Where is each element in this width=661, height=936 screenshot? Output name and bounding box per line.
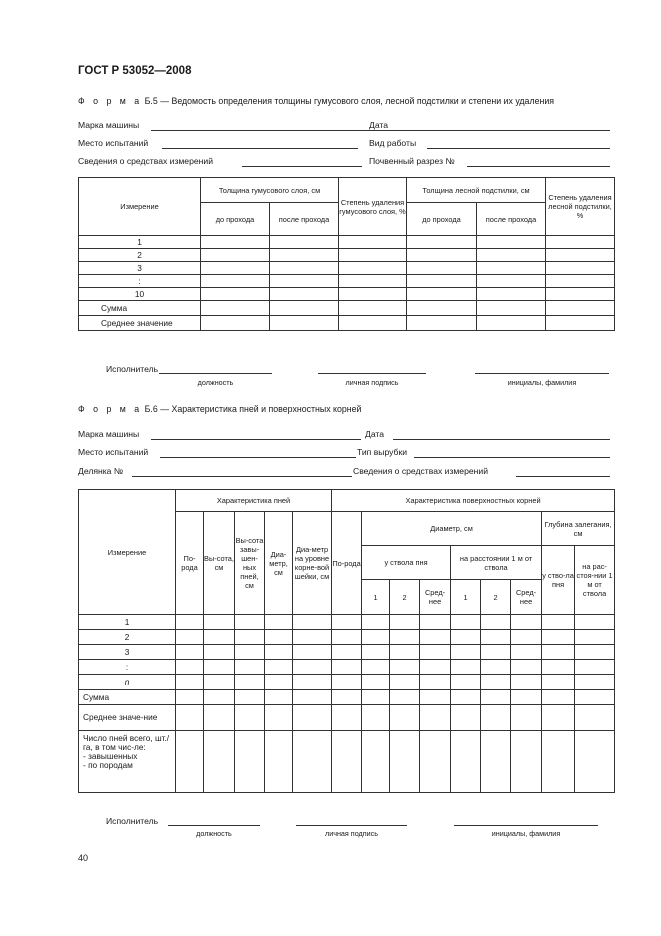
form-b5-row-machine — [78, 120, 610, 132]
field-line-instruments[interactable] — [242, 166, 362, 167]
row-label: 3 — [79, 645, 176, 660]
field-label-machine: Марка машины — [78, 120, 140, 130]
form-b5-title-prefix: Ф о р м а — [78, 96, 143, 106]
col-humus-before: до прохода — [201, 203, 270, 236]
col-group-roots: Характеристика поверхностных корней — [332, 490, 615, 512]
signature-caption: личная подпись — [345, 378, 399, 387]
field-line-plot[interactable] — [132, 476, 352, 477]
form-b5-title — [78, 96, 554, 106]
row-label: n — [79, 675, 176, 690]
col-humus-removal: Степень удаления гумусового слоя, % — [339, 178, 407, 236]
table-row — [79, 262, 615, 275]
row-label-sum: Сумма — [79, 690, 176, 705]
position-line[interactable] — [159, 373, 272, 374]
col-stump-species: По-рода — [176, 512, 204, 615]
table-row-mean — [79, 316, 615, 331]
page-number: 40 — [78, 853, 89, 863]
field-line-place[interactable] — [162, 148, 358, 149]
name-line[interactable] — [475, 373, 609, 374]
position-line-b6[interactable] — [168, 825, 260, 826]
signature-line[interactable] — [318, 373, 426, 374]
table-row-sum — [79, 690, 615, 705]
col-root-at-trunk: у ствола пня — [362, 546, 451, 580]
field-label-work-type: Вид работы — [369, 138, 417, 148]
count-raised-label: - завышенных — [83, 751, 138, 761]
form-b6-row-plot — [78, 466, 610, 478]
table-row-count — [79, 731, 615, 793]
table-row — [79, 275, 615, 288]
field-line-date[interactable] — [393, 439, 610, 440]
table-header-row — [79, 178, 615, 203]
name-caption-b6: инициалы, фамилия — [491, 829, 561, 838]
col-measure: Измерение — [79, 178, 201, 236]
form-b6-title — [78, 404, 361, 414]
row-label: 1 — [79, 615, 176, 630]
col-group-stumps: Характеристика пней — [176, 490, 332, 512]
table-row — [79, 675, 615, 690]
field-line-place[interactable] — [160, 457, 356, 458]
table-row-sum — [79, 301, 615, 316]
col-trunk-2: 2 — [390, 580, 420, 615]
doc-header: ГОСТ Р 53052—2008 — [78, 65, 192, 77]
table-row — [79, 615, 615, 630]
row-label: 2 — [79, 630, 176, 645]
row-label: : — [79, 660, 176, 675]
field-label-instruments: Сведения о средствах измерений — [78, 156, 213, 166]
col-root-depth: Глубина залегания, см — [542, 512, 615, 546]
col-measure: Измерение — [79, 490, 176, 615]
form-b6-row-place — [78, 447, 610, 459]
field-label-cut-type: Тип вырубки — [357, 447, 408, 457]
table-row-mean — [79, 705, 615, 731]
form-b6-row-machine — [78, 429, 610, 441]
signature-line-b6[interactable] — [296, 825, 407, 826]
position-caption-b6: должность — [196, 829, 232, 838]
col-root-diameter: Диаметр, см — [362, 512, 542, 546]
col-1m-mean: Сред-нее — [511, 580, 542, 615]
col-1m-2: 2 — [481, 580, 511, 615]
row-label: 3 — [79, 262, 201, 275]
col-humus-after: после прохода — [270, 203, 339, 236]
col-depth-trunk: у ство-ла пня — [542, 546, 575, 615]
row-label: 1 — [79, 236, 201, 249]
table-header-row — [79, 490, 615, 512]
row-label-mean: Среднее значе-ние — [79, 705, 176, 731]
field-label-place: Место испытаний — [78, 138, 149, 148]
count-total-label: Число пней всего, шт./га, в том чис-ле: — [83, 733, 170, 752]
field-line-machine[interactable] — [151, 439, 361, 440]
field-label-plot: Делянка № — [78, 466, 124, 476]
row-label: : — [79, 275, 201, 288]
signature-caption-b6: личная подпись — [325, 829, 378, 838]
executor-label: Исполнитель — [106, 364, 159, 374]
row-label-mean: Среднее значение — [79, 316, 201, 331]
col-depth-1m: на рас-стоя-нии 1 м от ствола — [575, 546, 615, 615]
name-caption: инициалы, фамилия — [507, 378, 577, 387]
position-caption: должность — [197, 378, 234, 387]
col-1m-1: 1 — [451, 580, 481, 615]
form-b5-table — [78, 177, 615, 331]
form-b5-row-instruments — [78, 156, 610, 168]
form-b6-title-prefix: Ф о р м а — [78, 404, 143, 414]
col-stump-diam: Диа-метр, см — [265, 512, 293, 615]
field-line-soil-section[interactable] — [467, 166, 610, 167]
count-species-label: - по породам — [83, 760, 133, 770]
field-line-date[interactable] — [397, 130, 610, 131]
field-line-instruments[interactable] — [516, 476, 610, 477]
col-humus: Толщина гумусового слоя, см — [201, 178, 339, 203]
col-root-species: По-рода — [332, 512, 362, 615]
field-line-cut-type[interactable] — [414, 457, 610, 458]
field-label-soil-section: Почвенный разрез № — [369, 156, 455, 166]
col-trunk-1: 1 — [362, 580, 390, 615]
field-label-date: Дата — [365, 429, 385, 439]
col-litter-before: до прохода — [407, 203, 477, 236]
field-label-date: Дата — [369, 120, 389, 130]
row-label: 2 — [79, 249, 201, 262]
col-stump-neck-diam: Диа-метр на уровне корне-вой шейки, см — [293, 512, 332, 615]
form-b6-table — [78, 489, 615, 793]
col-root-at-1m: на расстоянии 1 м от ствола — [451, 546, 542, 580]
form-b5-title-text: Б.5 — Ведомость определения толщины гумусового слоя, лесной подстилки и степени их удаления — [144, 96, 555, 106]
row-label: 10 — [79, 288, 201, 301]
table-row — [79, 630, 615, 645]
col-trunk-mean: Сред-нее — [420, 580, 451, 615]
form-b5-row-place — [78, 138, 610, 150]
col-stump-raised: Вы-сота завы-шен-ных пней, см — [235, 512, 265, 615]
row-label-count — [79, 731, 176, 793]
form-b6-title-text: Б.6 — Характеристика пней и поверхностных корней — [144, 404, 362, 414]
table-row — [79, 660, 615, 675]
field-label-instruments: Сведения о средствах измерений — [353, 466, 488, 476]
table-row — [79, 249, 615, 262]
field-label-place: Место испытаний — [78, 447, 149, 457]
field-line-work-type[interactable] — [427, 148, 610, 149]
col-litter-after: после прохода — [477, 203, 546, 236]
field-label-machine: Марка машины — [78, 429, 140, 439]
name-line-b6[interactable] — [454, 825, 598, 826]
col-litter: Толщина лесной подстилки, см — [407, 178, 546, 203]
table-row — [79, 645, 615, 660]
table-row — [79, 236, 615, 249]
table-row — [79, 288, 615, 301]
row-label-sum: Сумма — [79, 301, 201, 316]
executor-label-b6: Исполнитель — [106, 816, 159, 826]
col-litter-removal: Степень удаления лесной подстилки, % — [546, 178, 615, 236]
col-stump-height: Вы-сота, см — [204, 512, 235, 615]
